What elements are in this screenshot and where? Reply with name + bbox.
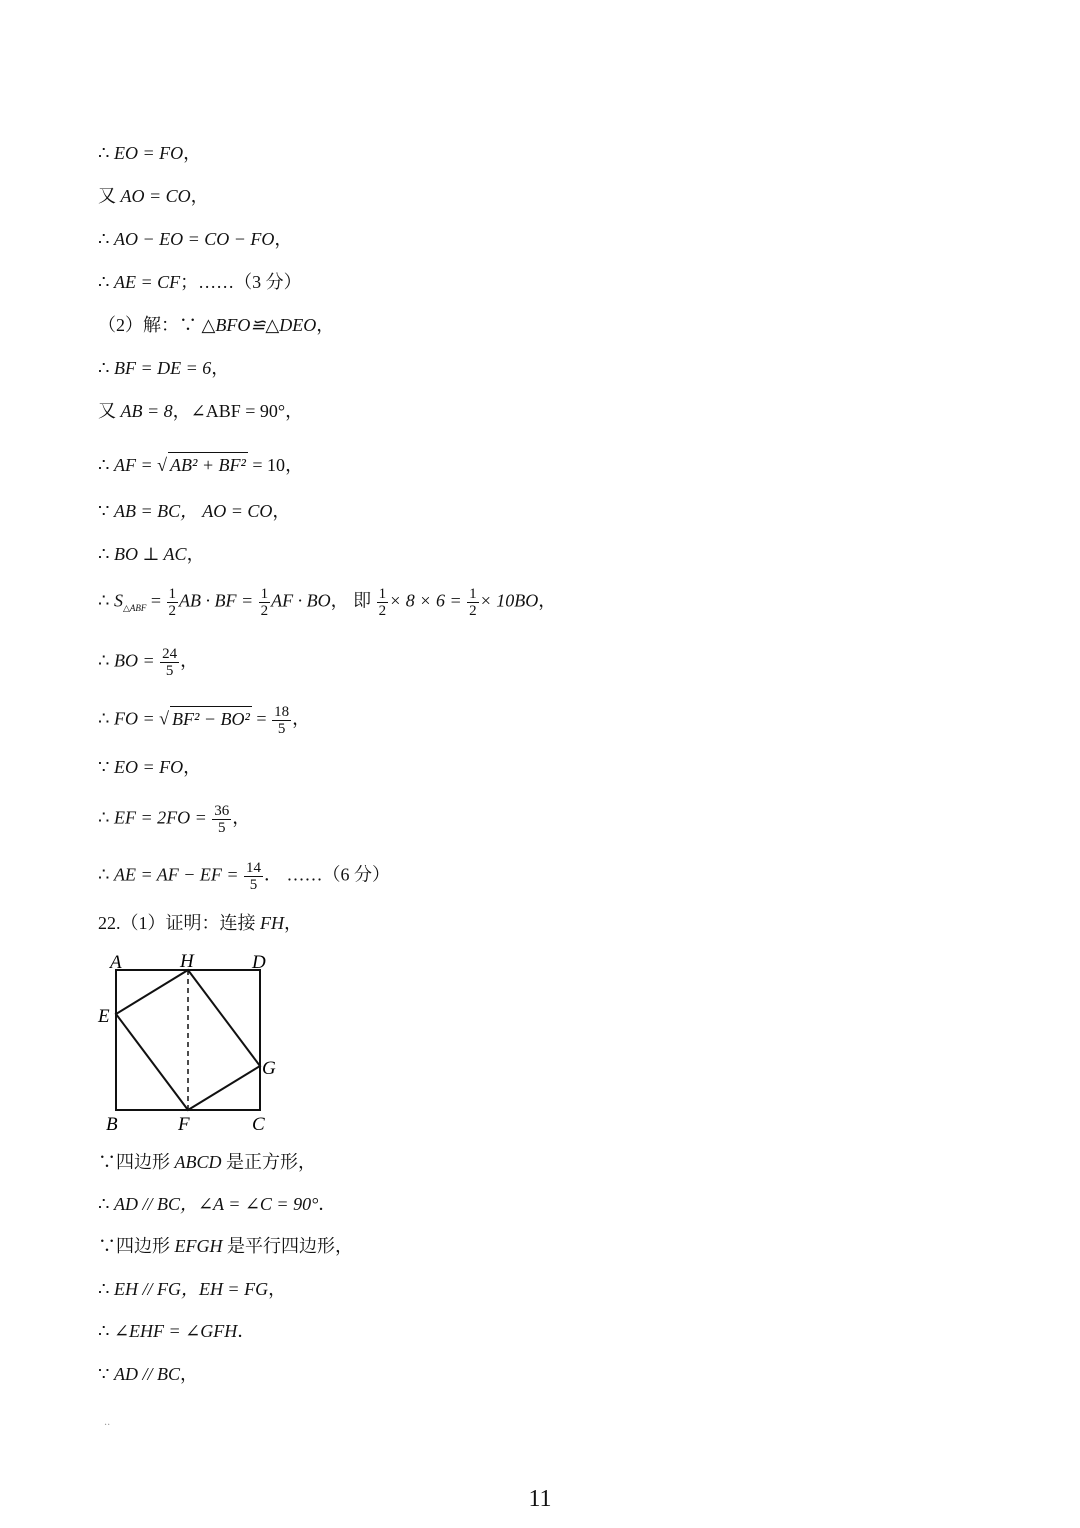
line-prefix: ∴: [98, 650, 114, 671]
proof-line-2: [98, 184, 209, 208]
line-prefix: ∴: [98, 1194, 114, 1214]
proof-line-1: [98, 141, 201, 165]
line-prefix: ∴: [98, 272, 114, 292]
label-b: B: [106, 1114, 118, 1135]
line-suffix: ，: [211, 358, 230, 378]
proof-line-after-3: [98, 1234, 353, 1258]
line-suffix: ，: [190, 186, 209, 206]
proof-line-after-6: [98, 1362, 198, 1386]
fraction: $\frac{36}{5}$: [214, 803, 230, 836]
line-suffix: ，: [538, 590, 557, 611]
math-expression: AF =: [113, 455, 158, 475]
label-a: A: [110, 952, 122, 973]
square-parallelogram-figure: [96, 948, 296, 1138]
math-expression: = 10: [247, 455, 286, 475]
line-prefix: ∵四边形: [98, 1236, 175, 1256]
line-prefix: ∵: [98, 501, 114, 521]
label-h: H: [180, 951, 194, 972]
math-expression: AD // BC: [113, 1364, 180, 1384]
math-expression: AD // BC，∠A = ∠C = 90°: [113, 1194, 319, 1214]
connector-text: ， 即: [330, 590, 376, 611]
label-e: E: [98, 1006, 110, 1027]
proof-line-3: [98, 227, 292, 251]
proof-line-ae: [98, 860, 390, 893]
line-prefix: ∴: [98, 229, 114, 249]
proof-line-area: [98, 586, 556, 620]
scan-dot-mark: ··: [104, 1420, 111, 1431]
proof-line-bo: [98, 646, 198, 679]
math-expression: AO − EO = CO − FO: [113, 229, 275, 249]
line-prefix: ∵: [98, 757, 114, 777]
line-suffix: ，: [274, 229, 293, 249]
math-expression: × 8 × 6 =: [389, 590, 467, 611]
math-expression: FH: [260, 913, 284, 933]
line-suffix: ，: [183, 757, 202, 777]
math-expression: BO ⊥ AC: [113, 544, 187, 564]
label-f: F: [178, 1114, 190, 1135]
proof-line-after-4: [98, 1277, 286, 1301]
fraction: $\frac{24}{5}$: [162, 646, 178, 679]
line-prefix: ∴: [98, 1279, 114, 1299]
math-expression: AF · BO: [271, 590, 331, 611]
equals: =: [146, 590, 166, 611]
radicand: BF² − BO²: [170, 706, 252, 731]
label-c: C: [252, 1114, 265, 1135]
line-suffix: ．: [237, 1321, 256, 1341]
line-prefix: ∴: [98, 544, 114, 564]
area-symbol: S: [113, 590, 123, 611]
line-prefix: ∴: [98, 708, 114, 729]
math-expression: EH // FG，EH = FG: [113, 1279, 269, 1299]
line-suffix: 是平行四边形，: [222, 1236, 353, 1256]
line-suffix: ，: [186, 544, 205, 564]
line-suffix: ，: [285, 455, 304, 475]
fraction: $\frac{14}{5}$: [246, 860, 262, 893]
math-expression: BO =: [113, 650, 160, 671]
line-suffix: ．: [318, 1194, 337, 1214]
fraction-half: $\frac{1}{2}$: [168, 586, 177, 619]
proof-line-fo: ∴ FO = √ BF² − BO² = $\frac{18}{5}$ ，: [98, 704, 311, 737]
equals: =: [251, 708, 272, 729]
line-prefix: （2）解：∵: [98, 315, 202, 335]
line-prefix: ∴: [98, 143, 114, 163]
line-suffix: 是正方形，: [221, 1152, 316, 1172]
proof-line-7: [98, 399, 303, 423]
math-expression: AE = CF: [113, 272, 181, 292]
math-expression: EO = FO: [113, 757, 184, 777]
math-expression: AB · BF =: [179, 590, 258, 611]
math-expression: AE = AF − EF =: [113, 864, 244, 885]
math-expression: AB = BC， AO = CO: [113, 501, 273, 521]
line-prefix: ∴: [98, 1321, 114, 1341]
proof-line-after-2: [98, 1192, 336, 1216]
line-suffix: ，: [316, 315, 335, 335]
area-subscript: △ABF: [122, 603, 147, 614]
proof-line-ab-bc: [98, 499, 290, 523]
proof-line-after-1: [98, 1150, 316, 1174]
line-suffix: ，: [272, 501, 291, 521]
fraction-half: $\frac{1}{2}$: [469, 586, 477, 619]
proof-line-4: [98, 270, 302, 294]
fraction-half: $\frac{1}{2}$: [260, 586, 269, 619]
line-prefix: ∴: [98, 864, 114, 885]
math-expression: FO =: [113, 708, 160, 729]
line-prefix: ∵: [98, 1364, 114, 1384]
math-expression: ∠EHF = ∠GFH: [113, 1321, 238, 1341]
problem-22-heading: [98, 911, 302, 935]
line-prefix: ∴: [98, 590, 114, 611]
label-g: G: [262, 1058, 276, 1079]
line-suffix: ；……（3 分）: [180, 272, 302, 292]
proof-line-6: [98, 356, 229, 380]
line-suffix: ，: [232, 807, 251, 828]
math-expression: EFGH: [174, 1236, 223, 1256]
line-suffix: ，: [179, 1364, 198, 1384]
line-suffix: ，: [284, 913, 302, 933]
line-prefix: 又: [98, 401, 121, 421]
proof-line-after-5: [98, 1319, 255, 1343]
line-suffix: ，: [180, 650, 199, 671]
proof-line-ef: [98, 803, 250, 836]
label-d: D: [252, 952, 266, 973]
math-expression: EF = 2FO =: [113, 807, 212, 828]
math-expression: BF = DE = 6: [113, 358, 212, 378]
line-suffix: ． ……（6 分）: [264, 864, 391, 885]
proof-line-eo-fo: [98, 755, 201, 779]
math-expression: × 10BO: [479, 590, 539, 611]
fraction: $\frac{18}{5}$: [274, 704, 290, 737]
proof-line-5: [98, 313, 334, 337]
line-suffix: ，: [268, 1279, 287, 1299]
line-suffix: ，: [292, 708, 311, 729]
line-prefix: ∴: [98, 807, 114, 828]
line-suffix: ，: [183, 143, 202, 163]
line-suffix: ，∠ABF = 90°，: [172, 401, 304, 421]
line-prefix: ∴: [98, 455, 114, 475]
line-prefix: ∵四边形: [98, 1152, 175, 1172]
math-expression: ABCD: [174, 1152, 222, 1172]
line-prefix: ∴: [98, 358, 114, 378]
radicand: AB² + BF²: [168, 452, 248, 477]
math-expression: △BFO≌△DEO: [201, 315, 317, 335]
math-expression: EO = FO: [113, 143, 184, 163]
proof-line-af: ∴ AF = √ AB² + BF² = 10，: [98, 452, 303, 477]
math-expression: AB = 8: [120, 401, 173, 421]
line-prefix: 又: [98, 186, 121, 206]
page-number: 11: [528, 1486, 552, 1512]
line-prefix: 22.（1）证明：连接: [98, 913, 260, 933]
proof-line-bo-perp: [98, 542, 205, 566]
fraction-half: $\frac{1}{2}$: [378, 586, 387, 619]
math-expression: AO = CO: [120, 186, 191, 206]
